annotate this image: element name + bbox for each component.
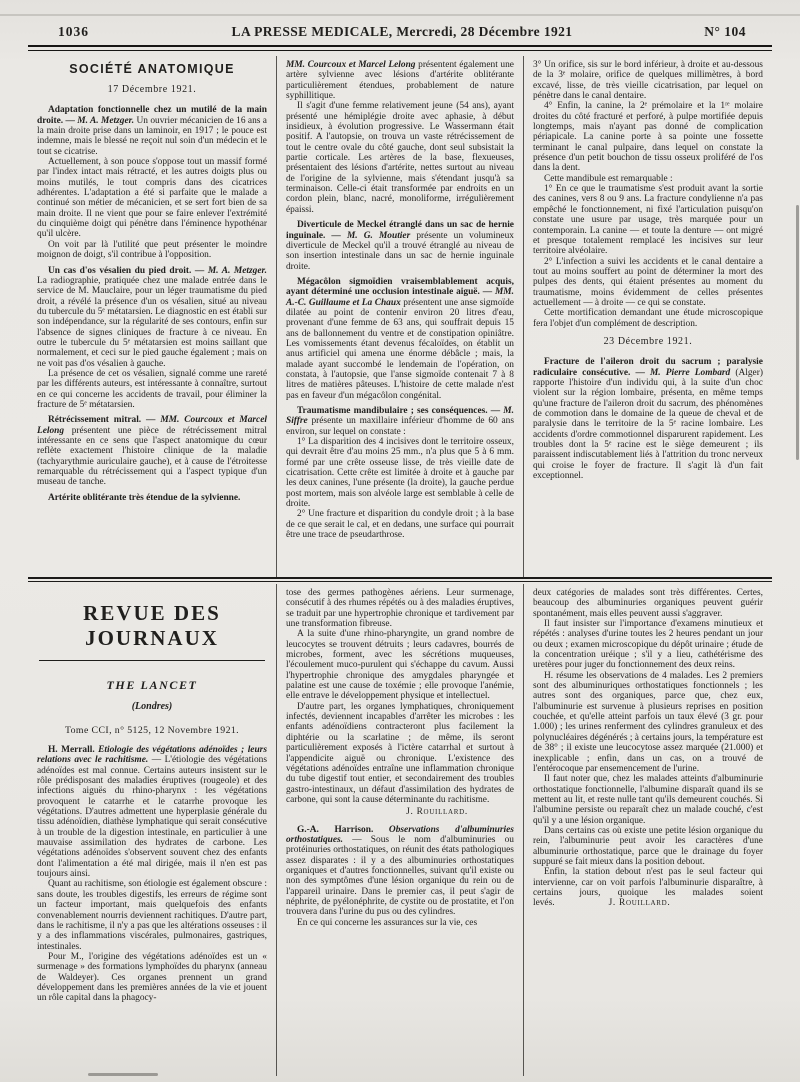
societe-anatomique-section: [28, 51, 772, 577]
paragraph: Il faut noter que, chez les malades atteints d'albuminurie orthostatique fonctionnelle, l'albumine disparaît quand ils se mettent au lit, et reste nulle tant qu'ils demeurent couchés. Si l'albumine persiste ou reparaît chez un malade couché, c'est qu'il y a une lésion organique.: [532, 774, 763, 826]
paragraph: Artérite oblitérante très étendue de la sylvienne.: [48, 492, 241, 503]
journal-name: THE LANCET: [106, 678, 198, 692]
journal-city: (Londres): [131, 701, 173, 712]
paragraph: 23 Décembre 1921.: [603, 335, 693, 347]
top-column-3-text: [533, 60, 763, 481]
paragraph: 2° L'infection a suivi les accidents et le canal dentaire a tout au moins souffert au point de déterminer la mort des pulpes des dents, qui étaient présentes au moment du traumatisme, moins évidemment de celles présentes actuellement — à droite — ce qui se constate.: [532, 256, 763, 308]
paragraph: Cette mandibule est remarquable :: [543, 173, 673, 184]
top-column-2-text: [286, 60, 514, 540]
paragraph: Rétrécissement mitral. — MM. Courcoux et Marcel Lelong présentent une pièce de rétrécissement mitral intéressante en ce sens que l'aspect anatomique du cœur reflète exactement l'histoire clinique de la maladie (tachyarythmie auriculaire gauche), et à cause de l'étroitesse remarquable du rétrécissement qui a l'aspect typique d'un museau de tanche.: [37, 415, 267, 488]
section-heading-revue: REVUE DES JOURNAUX: [83, 601, 221, 650]
paragraph: Adaptation fonctionnelle chez un mutilé de la main droite. — M. A. Metzger. Un ouvrier mécanicien de 16 ans a la main droite prise dans un laminoir, en 1917 ; le pouce est indemne, mais le blessé ne reçoit nul soin d'un médecin et le tout se cicatrise.: [37, 105, 267, 157]
paragraph: Fracture de l'aileron droit du sacrum ; paralysie radiculaire consécutive. — M. Pierre Lombard (Alger) rapporte l'histoire d'un individu qui, à la suite d'un choc violent sur la région lombaire, présenta, en même temps qu'une fracture de l'aileron droit du sacrum, des phénomènes de commotion dans le domaine de la queue de cheval et de paralysie dans le territoire de la 5ᵉ racine lombaire. Les accidents d'ordre commotionnel disparurent rapidement. Les troubles dont la 5ᵉ racine est le siège demeurent ; ils paraissent indiscutablement liés à l'attrition du tronc nerveux qui croise le foyer de fracture. Il s'agit là d'un fait exceptionnel.: [532, 357, 763, 482]
section-heading-societe: SOCIÉTÉ ANATOMIQUE: [69, 62, 235, 76]
top-column-3: [524, 56, 772, 577]
scan-artifact-right-edge: [796, 205, 799, 460]
top-column-1: [28, 56, 276, 577]
top-column-2: [276, 56, 524, 577]
bottom-column-2-text: [286, 588, 514, 928]
paragraph: Il faut insister sur l'importance d'examens minutieux et répétés : analyses d'urine toutes les 2 heures pendant un jour ou deux ; examen microscopique du dépôt urinaire ; étude de la concentration uréique ; s'il y a lieu, cathétérisme des uretères pour juger du fonctionnement des deux reins.: [532, 619, 763, 671]
paragraph: Quant au rachitisme, son étiologie est également obscure : sans doute, les troubles digestifs, les erreurs de régime sont un facteur important, mais quelquefois des enfants convenablement nourris deviennent rachitiques. D'autre part, dans le rachitisme, il n'y a pas que les altérations osseuses : il y a des inflammations viscérales, pulmonaires, gastriques, intestinales.: [37, 879, 267, 952]
paragraph: deux catégories de malades sont très différentes. Certes, beaucoup des albuminuries organiques peuvent guérir spontanément, mais elles peuvent aussi s'aggraver.: [532, 588, 763, 619]
bottom-column-2: [276, 584, 524, 1076]
paragraph: 17 Décembre 1921.: [107, 84, 197, 95]
paragraph: Pour M., l'origine des végétations adénoïdes est un « surmenage » des formations lymphoïdes du pharynx (anneau de Waldeyer). Ces organes prennent un grand développement dans les premières années de la vie et jouent un rôle capital dans la phagocy-: [37, 951, 267, 1004]
paragraph: Traumatisme mandibulaire ; ses conséquences. — M. Siffre présente un maxillaire inférieur d'homme de 60 ans environ, sur lequel on constate :: [285, 406, 514, 437]
paragraph: G.-A. Harrison. Observations d'albuminuries orthostatiques. — Sous le nom d'albuminuries ou protéinuries orthostatiques, on réunit des états pathologiques assez disparates : il y a des albuminuries orthostatiques organiques et d'autres fonctionnelles, suivant qu'il existe ou non des symptômes d'une lésion organique du rein ou de l'appareil urinaire. Dans le premier cas, il peut s'agir de néphrite, de pyélonéphrite, de cystite ou de prostatite, et l'on trouvera dans l'urine du pus ou des cylindres.: [285, 824, 514, 918]
revue-des-journaux-section: [28, 582, 772, 1076]
paragraph: Mégacôlon sigmoïdien vraisemblablement acquis, ayant déterminé une occlusion intestinale aiguë. — MM. A.-C. Guillaume et La Chaux présentent une anse sigmoïde dilatée au point de contenir environ 20 litres d'eau, provenant d'une femme de 63 ans, qui souffrait depuis 15 ans de ballonnement du ventre et de constipation opiniâtre. Les vomissements étant devenus fécaloïdes, on établit un anus artificiel qui amena une énorme débâcle ; mais, la malade ayant succombé le lendemain de l'opération, on constata, à l'autopsie, que l'anse sigmoïde contenait 7 à 8 litres de matières pâteuses. L'histoire de cette malade n'est pas en faveur d'un mégacôlon congénital.: [285, 276, 514, 401]
journal-issue-line: Tome CCI, n° 5125, 12 Novembre 1921.: [64, 725, 240, 736]
scan-artifact-bottom-edge: [88, 1073, 158, 1076]
bottom-column-1-text: [37, 745, 267, 1004]
paragraph: Il s'agit d'une femme relativement jeune (54 ans), ayant présenté une hémiplégie droite avec aphasie, à début insidieux, à évolution progressive. Le Wassermann était positif. A l'autopsie, on trouva un vaste rétrécissement de tout le centre ovale du côté gauche, dont seul subsistait la partie corticale. Les artères de la base, flexueuses, présentaient des lésions d'artérite, nettes surtout au niveau de l'origine de la sylvienne, mais s'étendant jusqu'à sa terminaison. Celle-ci était transformée par endroits en un cordon plein, blanc, nacré, monoliforme, irrégulièrement épaissi.: [285, 101, 514, 215]
paragraph: 4° Enfin, la canine, la 2ᵉ prémolaire et la 1ʳᵉ molaire droites du côté fracturé et perforé, à pulpe mortifiée depuis longtemps, mais n'ayant pas donné de complication périapicale. La canine porte à sa pointe une fossette terminant le canal pulpaire, dans lequel on constate la présence d'un petit bouchon de tissu osseux proliféré de l'os dans la dent.: [532, 101, 763, 174]
paragraph: La présence de cet os vésalien, signalé comme une rareté par les différents auteurs, est intéressante à connaître, surtout en ce qui concerne les accidents de travail, pour éliminer la fracture de 5ᵉ métatarsien.: [37, 368, 267, 410]
scan-artifact-top: [0, 14, 800, 16]
page-number: 1036: [58, 24, 89, 39]
paragraph: 1° La disparition des 4 incisives dont le territoire osseux, qui devrait être d'au moins 25 mm., n'a plus que 5 à 6 mm. formé par une crête osseuse lisse, de très vieille date de cicatrisation. Cette crête est limitée à droite et à gauche par les deux canines, l'une présente (la droite), la gauche perdue post mortem, mais son alvéole large est semblable à celle de droite.: [285, 437, 514, 510]
paragraph: tose des germes pathogènes aériens. Leur surmenage, consécutif à des rhumes répétés ou à des maladies éruptives, se traduit par une hypertrophie chronique et tardivement par une transformation fibreuse.: [285, 588, 514, 630]
revue-heading-rule: [39, 660, 265, 661]
paragraph: H. résume les observations de 4 malades. Les 2 premiers sont des albuminuriques orthostatiques fonctionnels ; les autres sont des organiques, parce que, chez eux, l'albuminurie est survenue à plusieurs reprises en position couchée, et qu'elle atteint parfois un taux élevé (3 gr. pour 1.000) ; les urines renferment des cylindres granuleux et des polynucléaires dégénérés ; à certains jours, la température est de 38° ; il existe une leucocytose assez marquée (21.000) et inexplicable ; enfin, dans un cas, on a trouvé de l'entérocoque par ensemencement de l'urine.: [532, 670, 763, 774]
paragraph: Diverticule de Meckel étranglé dans un sac de hernie inguinale. — M. G. Moutier présente un volumineux diverticule de Meckel qu'il a trouvé étranglé au niveau de son insertion intestinale dans un sac de hernie inguinale droite.: [285, 220, 514, 272]
paragraph: H. Merrall. Etiologie des végétations adénoïdes ; leurs relations avec le rachitisme. — L'étiologie des végétations adénoïdes est mal connue. Certains auteurs insistent sur le rôle prédisposant des maladies éruptives (rougeole) et des infections aiguës du rhino-pharynx : les végétations provoquent le catarrhe et le catarrhe provoque les végétations. D'autres admettent une hyperplasie générale du tissu adénoïdien, diathèse lymphatique qui serait consécutive à un trouble de la digestion intestinale, en particulier à une mauvaise assimilation des hydrates de carbone. Les végétations adénoïdes s'observent souvent chez des enfants dont l'alimentation a été mal dirigée, mais il n'en est pas toujours ainsi.: [37, 745, 267, 880]
paragraph: Cette mortification demandant une étude microscopique fera l'objet d'un complément de description.: [532, 308, 763, 329]
paragraph: 1° En ce que le traumatisme s'est produit avant la sortie des canines, vers 8 ou 9 ans. La fracture condylienne n'a pas empêché le fonctionnement, ni fixé l'articulation puisqu'on constate une usure par usage, très marquée pour un contemporain. La canine — et toute la denture — ont migré et presque totalement remplacé les incisives sur leur territoire alvéolaire.: [532, 184, 763, 257]
page-header: [0, 0, 800, 44]
paragraph: 3° Un orifice, sis sur le bord inférieur, à droite et au-dessous de la 3ᵉ molaire, orifice de quelques millimètres, à bord excavé, lisse, de très vieille cicatrisation, par lequel on pénètre dans le canal dentaire.: [532, 60, 763, 102]
bottom-column-1: [28, 584, 276, 1076]
issue-number: N° 104: [704, 24, 746, 39]
paragraph: MM. Courcoux et Marcel Lelong présentent également une artère sylvienne avec lésions d'artérite oblitérante particulièrement étendues, probablement de nature syphillitique.: [285, 60, 514, 102]
paragraph: A la suite d'une rhino-pharyngite, un grand nombre de leucocytes se trouvent détruits ; leurs cadavres, bourrés de microbes, forment, avec les sécrétions muqueuses, l'écoulement muco-purulent qui s'échappe du cavum. Aussi l'hypertrophie chronique des amygdales pharyngée et palatine est une cause de toxémie ; elle provoque l'anémie, elle entrave le développement physique et intellectuel.: [285, 629, 514, 702]
top-column-1-text: [37, 85, 267, 503]
paragraph: En ce qui concerne les assurances sur la vie, ces: [296, 917, 478, 928]
paragraph: J. Rouillard.: [406, 807, 468, 818]
bottom-column-3-text: [533, 588, 763, 909]
paragraph: Un cas d'os vésalien du pied droit. — M. A. Metzger. La radiographie, pratiquée chez une malade entrée dans le service de M. Mauclaire, pour un léger traumatisme du pied droit, a révélé la présence d'un os vésalien, situé au niveau du tubercule du 5ᵉ métatarsien. Le diagnostic en est établi sur son indépendance, sur la régularité de ses contours, enfin sur l'absence de signes cliniques de fracture à ce niveau. En outre le tubercule du 5ᵉ métatarsien est moins saillant que normalement, et ceci sur le pied gauche également ; mais on ne voit pas d'os vésalien à gauche.: [37, 265, 267, 369]
paragraph: On voit par là l'utilité que peut présenter le moindre moignon de doigt, s'il contribue à l'opposition.: [37, 239, 267, 261]
paragraph: Enfin, la station debout n'est pas le seul facteur qui intervienne, car on voit parfois l'albuminurie disparaître, à certains jours, quoique les malades soient levés. J. Rouillard.: [532, 867, 763, 909]
paragraph: Dans certains cas où existe une petite lésion organique du rein, l'albuminurie peut avoir les caractères d'une albuminurie orthostatique, parce que le drainage du foyer suppuré se fait mieux dans la position debout.: [532, 825, 763, 867]
paragraph: 2° Une fracture et disparition du condyle droit ; à la base de ce que serait le cal, et en dedans, une surface qui pourrait être une trace de pseudarthrose.: [285, 509, 514, 541]
paragraph: Actuellement, à son pouce s'oppose tout un massif formé par l'index intact mais rétracté, et les autres doigts plus ou moins mutilés, le tout compris dans des cicatrices adhérentes. L'adaptation a été si parfaite que le malade a continué son métier de mécanicien, et se sert fort bien de sa main droite. Il ne vient que pour se faire enlever l'extrémité du cinquième doigt qui pénètre dans l'éminence hypothénar qu'il ulcère.: [37, 157, 267, 240]
paragraph: D'autre part, les organes lymphatiques, chroniquement infectés, deviennent incapables d'arrêter les microbes : les enfants adénoïdiens contracteront plus facilement la diphtérie ou la scarlatine ; de même, ils seront particulièrement exposés à l'ictère catarrhal et surtout à l'appendicite aiguë ou chronique. L'existence des végétations adénoïdes entraîne une inflammation chronique du tube digestif tout entier, et secondairement des troubles gastro-intestinaux, un défaut d'assimilation des hydrates de carbone, qui sont la cause déterminante du rachitisme.: [285, 701, 514, 805]
bottom-column-3: [524, 584, 772, 1076]
journal-masthead-title: LA PRESSE MEDICALE, Mercredi, 28 Décembre 1921: [231, 24, 573, 39]
